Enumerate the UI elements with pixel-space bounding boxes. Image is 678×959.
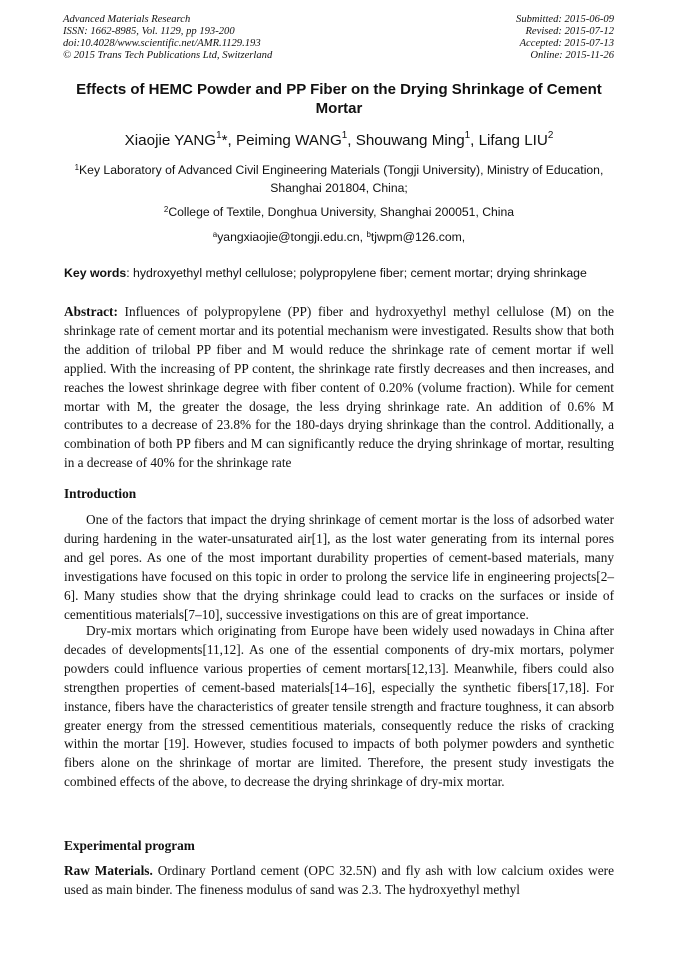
intro-paragraph-1: One of the factors that impact the drying shrinkage of cement mortar is the loss of adsorbed water during hardening in the water-unsaturated air[1], as the lost water generating from its internal pores and gel pores. As one of the most important durability properties of cement-based materials, many investigations have focused on this topic in order to prolong the service life in engineering projects[2–6]. Many studies show that the drying shrinkage could lead to cracks on the surfaces or inside of cementitious materials[7–10], successive investigations on this are of great importance.: [64, 512, 614, 622]
intro-paragraph-2: Dry-mix mortars which originating from Europe have been widely used nowadays in China after decades of developments[11,12]. As one of the essential components of dry-mix mortars, polymer powders could influence various properties of cement mortars[12,13]. Meanwhile, fibers could also strengthen properties of cement-based materials[14–16], especially the synthetic fibers[17,18]. For instance, fibers have the characteristics of greater tensile strength and fracture toughness, it can absorb greater energy from the stressed cementitious materials, consequently reduce the risks of cracking within the mortar [19]. However, studies focused to impacts of both polymer powders and synthetic fibers alone on the shrinkage of mortar are limited. Therefore, the present study investigats the combined effects of the above, to decrease the drying shrinkage of dry-mix mortar.: [64, 623, 614, 790]
keywords: Key words: hydroxyethyl methyl cellulose; polypropylene fiber; cement mortar; drying shrinkage: [64, 266, 587, 280]
issn: ISSN: 1662-8985, Vol. 1129, pp 193-200: [63, 26, 235, 37]
affiliation-2: $^2$College of Textile, Donghua University, Shanghai 200051, China: [163, 205, 515, 219]
revised-date: Revised: 2015-07-12: [525, 26, 614, 37]
doi: doi:10.4028/www.scientific.net/AMR.1129.193: [63, 38, 261, 49]
abstract: Abstract: Influences of polypropylene (PP) fiber and hydroxyethyl methyl cellulose (M) on the shrinkage rate of cement mortar and its potential mechanism were investigated. Results show that both the addition of trilobal PP fiber and M would reduce the shrinkage rate of cement mortar if well applied. With the increasing of PP content, the shrinkage rate firstly decreases and then increases, and reaches the lowest shrinkage degree with fiber content of 0.20% (volume fraction). While for cement mortar with M, the greater the dosage, the less drying shrinkage rate. An addition of 0.6% M contributes to a decrease of 23.8% for the 180-days drying shrinkage than the control. Additionally, a combination of both PP fibers and M can significantly reduce the drying shrinkage of mortar, resulting in a decrease of 40% for the shrinkage rate: [64, 304, 614, 471]
dates-info: [516, 14, 614, 62]
author: Xiaojie YANG$^1$*,: [124, 130, 236, 149]
raw-materials-paragraph: Raw Materials. Ordinary Portland cement (OPC 32.5N) and fly ash with low calcium oxides were used as main binder. The fineness modulus of sand was 2.3. The hydroxyethyl methyl: [64, 863, 614, 897]
author: Lifang LIU$^2$: [478, 130, 554, 149]
copyright: © 2015 Trans Tech Publications Ltd, Switzerland: [63, 50, 273, 61]
author: Shouwang Ming$^1$,: [355, 130, 479, 149]
submitted-date: Submitted: 2015-06-09: [516, 14, 614, 25]
author-list: [40, 132, 638, 149]
paper-title: Effects of HEMC Powder and PP Fiber on the Drying Shrinkage of Cement Mortar: [76, 81, 602, 117]
journal-name: Advanced Materials Research: [63, 14, 191, 25]
experimental-heading: Experimental program: [64, 838, 195, 853]
introduction-heading: Introduction: [64, 486, 137, 501]
journal-info: [63, 14, 272, 62]
affiliation-1: $^1$Key Laboratory of Advanced Civil Engineering Materials (Tongji University), Ministry of Education, Shanghai 201804, China;: [74, 163, 604, 195]
online-date: Online: 2015-11-26: [530, 50, 614, 61]
emails: $^a$yangxiaojie@tongji.edu.cn, $^b$tjwpm@126.com,: [212, 230, 466, 244]
author: Peiming WANG$^1$,: [235, 130, 356, 149]
accepted-date: Accepted: 2015-07-13: [519, 38, 614, 49]
